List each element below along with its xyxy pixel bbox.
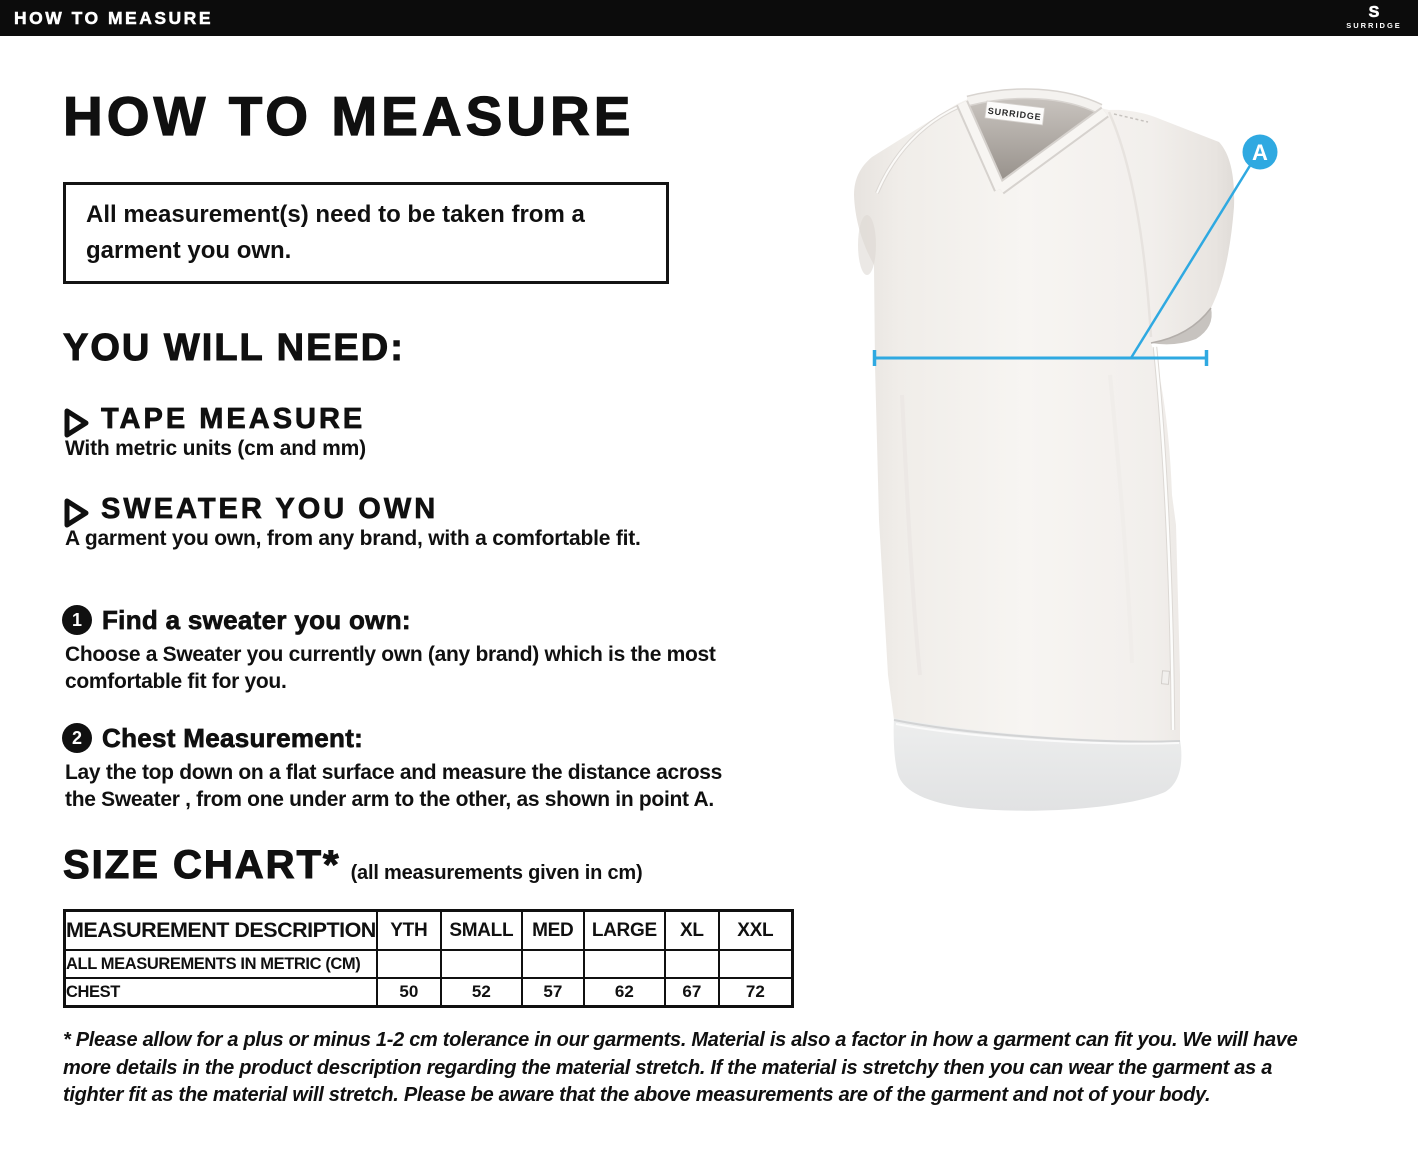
row-label-chest: CHEST	[65, 978, 377, 1007]
step-title-2: Chest Measurement:	[102, 723, 364, 753]
size-chart-header-row	[65, 911, 793, 951]
size-chart-title: SIZE CHART*	[63, 843, 341, 887]
table-cell	[522, 950, 584, 978]
brand-logo	[1339, 1, 1409, 35]
chest-value-yth: 50	[377, 978, 441, 1007]
chest-value-xxl: 72	[719, 978, 793, 1007]
col-xl: XL	[665, 911, 719, 951]
size-chart-table	[63, 909, 794, 1008]
point-a-label: A	[1252, 140, 1268, 165]
table-cell	[584, 950, 665, 978]
triangle-bullet-icon	[62, 407, 89, 439]
need-item-title-sweater: SWEATER YOU OWN	[101, 493, 439, 525]
col-yth: YTH	[377, 911, 441, 951]
step-desc-2: Lay the top down on a flat surface and measure the distance across the Sweater , from one under arm to the other, as shown in point A.	[65, 761, 723, 811]
chest-value-med: 57	[522, 978, 584, 1007]
col-small: SMALL	[441, 911, 522, 951]
need-item-desc-sweater: A garment you own, from any brand, with a comfortable fit.	[65, 527, 641, 550]
table-cell	[377, 950, 441, 978]
table-cell	[719, 950, 793, 978]
col-measurement-description: MEASUREMENT DESCRIPTION	[65, 911, 377, 951]
brand-s-icon: S	[1368, 4, 1380, 21]
table-cell	[441, 950, 522, 978]
top-bar	[0, 0, 1418, 36]
notice-text: All measurement(s) need to be taken from a garment you own.	[86, 201, 585, 264]
step-number-badge-1: 1	[62, 605, 92, 635]
chest-value-large: 62	[584, 978, 665, 1007]
table-cell	[665, 950, 719, 978]
size-chart-heading	[63, 843, 642, 888]
need-item-title-tape-measure: TAPE MEASURE	[101, 403, 366, 435]
col-xxl: XXL	[719, 911, 793, 951]
step-title-1: Find a sweater you own:	[102, 605, 411, 635]
notice-box	[63, 182, 669, 284]
chest-value-xl: 67	[665, 978, 719, 1007]
step-number-badge-2: 2	[62, 723, 92, 753]
you-will-need-heading: YOU WILL NEED:	[63, 327, 405, 369]
collar-brand-label: SURRIDGE	[987, 105, 1042, 123]
brand-name: SURRIDGE	[1346, 21, 1402, 30]
chest-value-small: 52	[441, 978, 522, 1007]
page-title: HOW TO MEASURE	[63, 85, 635, 147]
vest-body	[854, 91, 1234, 741]
chest-row	[65, 978, 793, 1007]
col-large: LARGE	[584, 911, 665, 951]
disclaimer-text: * Please allow for a plus or minus 1-2 cm tolerance in our garments. Material is also a factor in how a garment can fit you. We will have more details in the product description regarding the material stretch. If the material is stretchy then you can wear the garment as a tighter fit as the material will stretch. Please be aware that the above measurements are of the garment and not of your body.	[63, 1029, 1298, 1106]
step-desc-1: Choose a Sweater you currently own (any brand) which is the most comfortable fit for you.	[65, 643, 716, 693]
row-label-metric: ALL MEASUREMENTS IN METRIC (CM)	[65, 950, 377, 978]
triangle-bullet-icon	[62, 497, 89, 529]
size-chart-subtitle: (all measurements given in cm)	[350, 862, 643, 884]
metric-note-row	[65, 950, 793, 978]
col-med: MED	[522, 911, 584, 951]
need-item-desc-tape-measure: With metric units (cm and mm)	[65, 437, 366, 460]
garment-figure	[810, 75, 1310, 835]
top-bar-title: HOW TO MEASURE	[14, 8, 213, 28]
